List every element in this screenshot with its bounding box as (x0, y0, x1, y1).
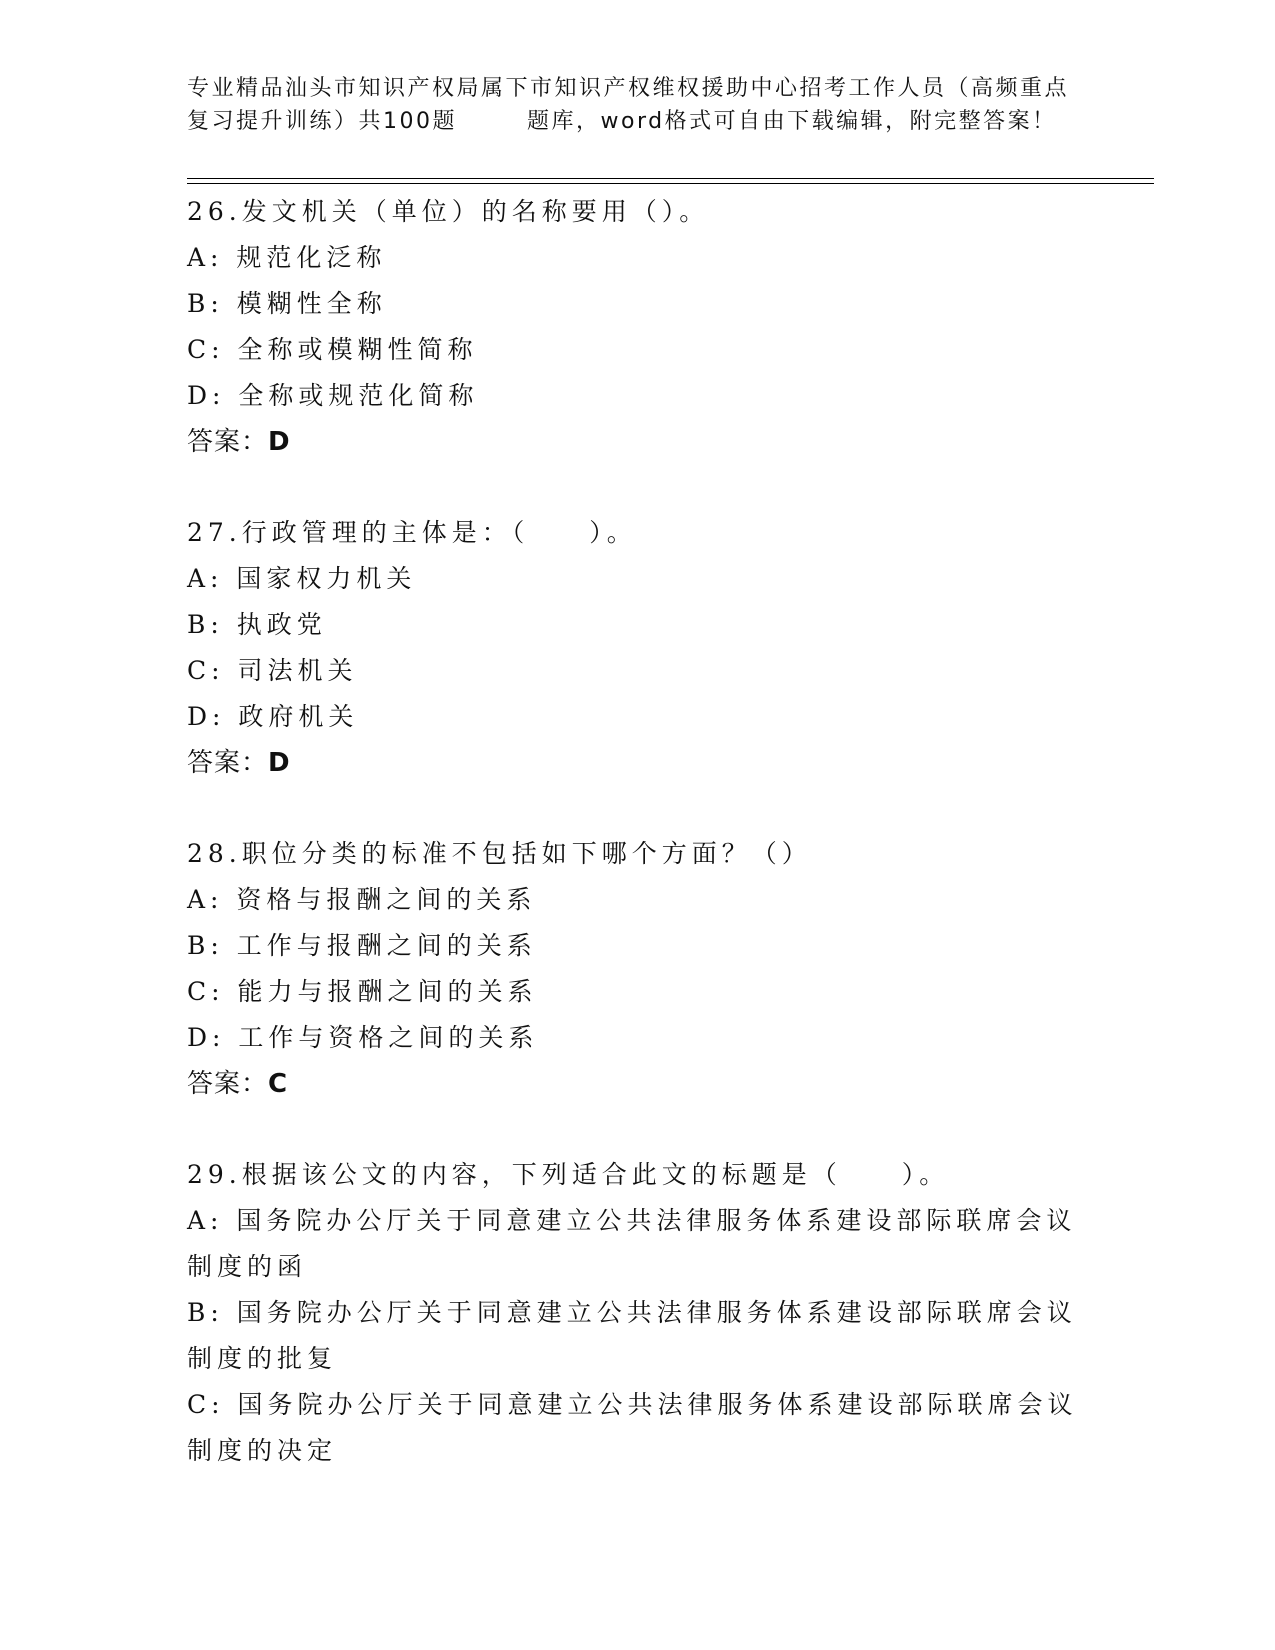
header-divider-bottom (187, 183, 1154, 184)
question-29 (187, 1152, 1087, 1474)
option-d: D: 全称或规范化简称 (187, 381, 479, 410)
answer-label: 答案： (187, 1069, 269, 1099)
option-b: B: 国务院办公厅关于同意建立公共法律服务体系建设部际联席会议制度的批复 (187, 1298, 1077, 1373)
option-d: D: 工作与资格之间的关系 (187, 1023, 539, 1052)
document-header (187, 72, 1087, 138)
option-c: C: 司法机关 (187, 656, 358, 685)
option-a: A: 规范化泛称 (187, 243, 387, 272)
option-a: A: 资格与报酬之间的关系 (187, 885, 537, 914)
option-c: C: 国务院办公厅关于同意建立公共法律服务体系建设部际联席会议制度的决定 (187, 1390, 1078, 1465)
header-divider-top (187, 178, 1154, 179)
question-stem: 27.行政管理的主体是：（ ）。 (187, 518, 637, 547)
answer-value: D (268, 748, 291, 778)
header-line-2-part-2: 题库，word格式可自由下载编辑，附完整答案！ (527, 109, 1057, 134)
question-stem: 26.发文机关（单位）的名称要用（）。 (187, 197, 710, 226)
answer-line (187, 419, 1087, 465)
answer-line (187, 740, 1087, 786)
question-list (187, 189, 1087, 1519)
question-28 (187, 831, 1087, 1107)
option-b: B: 工作与报酬之间的关系 (187, 931, 537, 960)
question-27 (187, 510, 1087, 786)
question-stem: 28.职位分类的标准不包括如下哪个方面？（） (187, 839, 812, 868)
header-line-2 (187, 105, 1087, 138)
answer-label: 答案： (187, 427, 269, 457)
answer-label: 答案： (187, 748, 269, 778)
option-b: B: 执政党 (187, 610, 327, 639)
question-stem: 29.根据该公文的内容，下列适合此文的标题是（ ）。 (187, 1160, 950, 1189)
option-d: D: 政府机关 (187, 702, 359, 731)
option-a: A: 国务院办公厅关于同意建立公共法律服务体系建设部际联席会议制度的函 (187, 1206, 1077, 1281)
answer-value: D (268, 427, 291, 457)
answer-value: C (268, 1069, 289, 1099)
option-b: B: 模糊性全称 (187, 289, 387, 318)
option-c: C: 能力与报酬之间的关系 (187, 977, 538, 1006)
option-a: A: 国家权力机关 (187, 564, 417, 593)
answer-line (187, 1061, 1087, 1107)
header-line-1: 专业精品汕头市知识产权局属下市知识产权维权援助中心招考工作人员（高频重点 (187, 76, 1070, 101)
question-26 (187, 189, 1087, 465)
option-c: C: 全称或模糊性简称 (187, 335, 478, 364)
header-line-2-part-1: 复习提升训练）共100题 (187, 109, 457, 134)
